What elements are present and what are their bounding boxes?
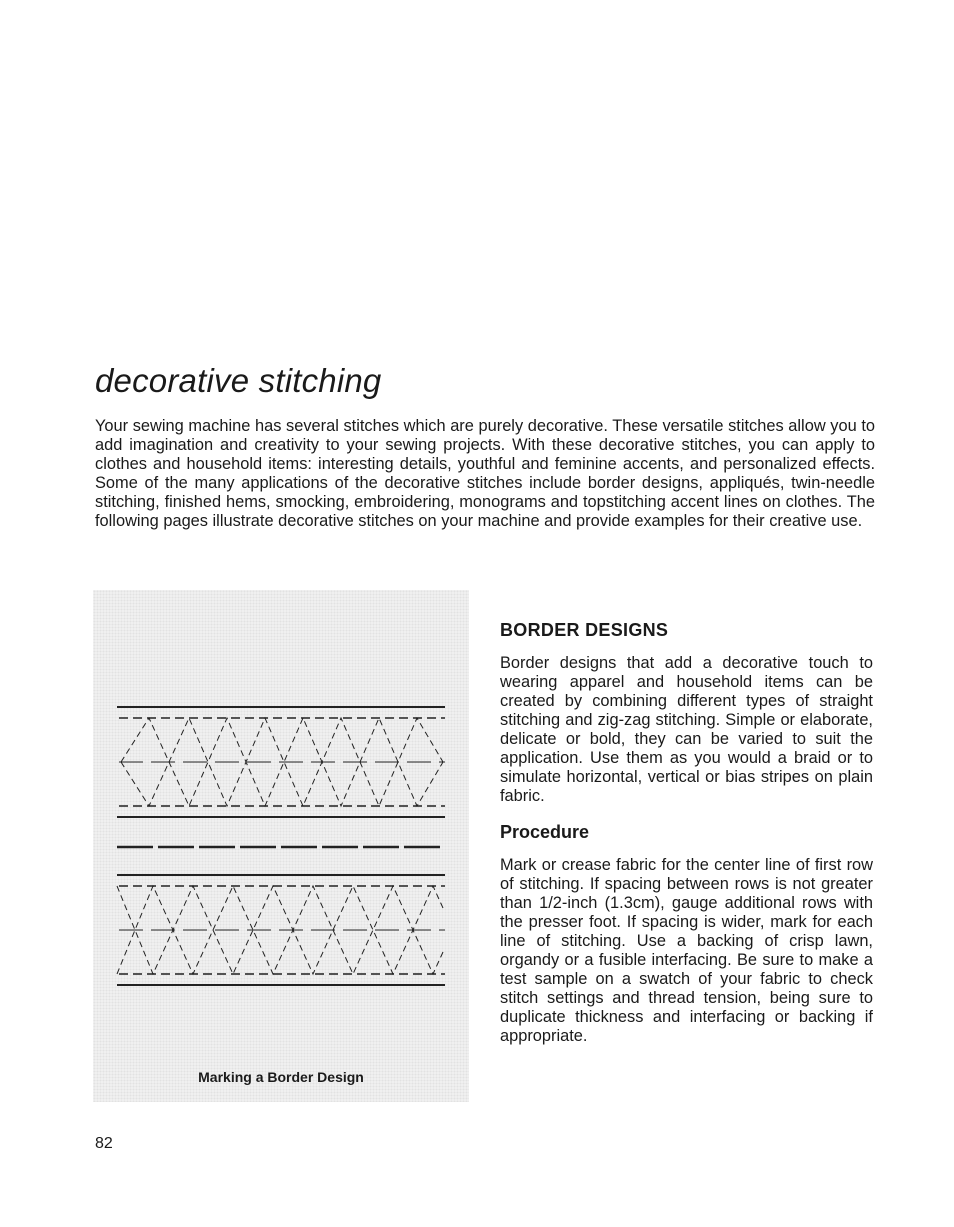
page-number: 82 — [95, 1135, 113, 1152]
border-designs-heading: BORDER DESIGNS — [500, 620, 669, 640]
border-design-illustration — [93, 590, 469, 1102]
border-designs-paragraph: Border designs that add a decorative touch to wearing apparel and household items can be created by combining different types of straight stitching and zig-zag stitching. Simple or elaborate, delicate or bold, they can be varied to suit the application. Use them as you would a braid or to simulate horizontal, vertical or bias stripes on plain fabric. — [500, 654, 873, 805]
intro-paragraph: Your sewing machine has several stitches which are purely decorative. These versatile stitches allow you to add imagination and creativity to your sewing projects. With these decorative stitches, you can apply to clothes and household items: interesting details, youthful and feminine accents, and personalized effects. Some of the many applications of the decorative stitches include border designs, appliqués, twin-needle stitching, finished hems, smocking, embroidering, monograms and topstitching accent lines on clothes. The following pages illustrate decorative stitches on your machine and provide examples for their creative use. — [95, 417, 875, 530]
figure-caption: Marking a Border Design — [198, 1069, 364, 1085]
procedure-heading: Procedure — [500, 822, 590, 842]
border-design-diagram — [93, 590, 469, 1102]
page-title: decorative stitching — [95, 362, 382, 399]
right-column — [500, 620, 873, 1062]
procedure-paragraph: Mark or crease fabric for the center line of first row of stitching. If spacing between rows is not greater than 1/2-inch (1.3cm), gauge additional rows with the presser foot. If spacing is wider, mark for each line of stitching. Use a backing of crisp lawn, organdy or a fusible interfacing. Be sure to make a test sample on a swatch of your fabric to check stitch settings and thread tension, being sure to duplicate thickness and interfacing or backing if appropriate. — [500, 856, 873, 1045]
